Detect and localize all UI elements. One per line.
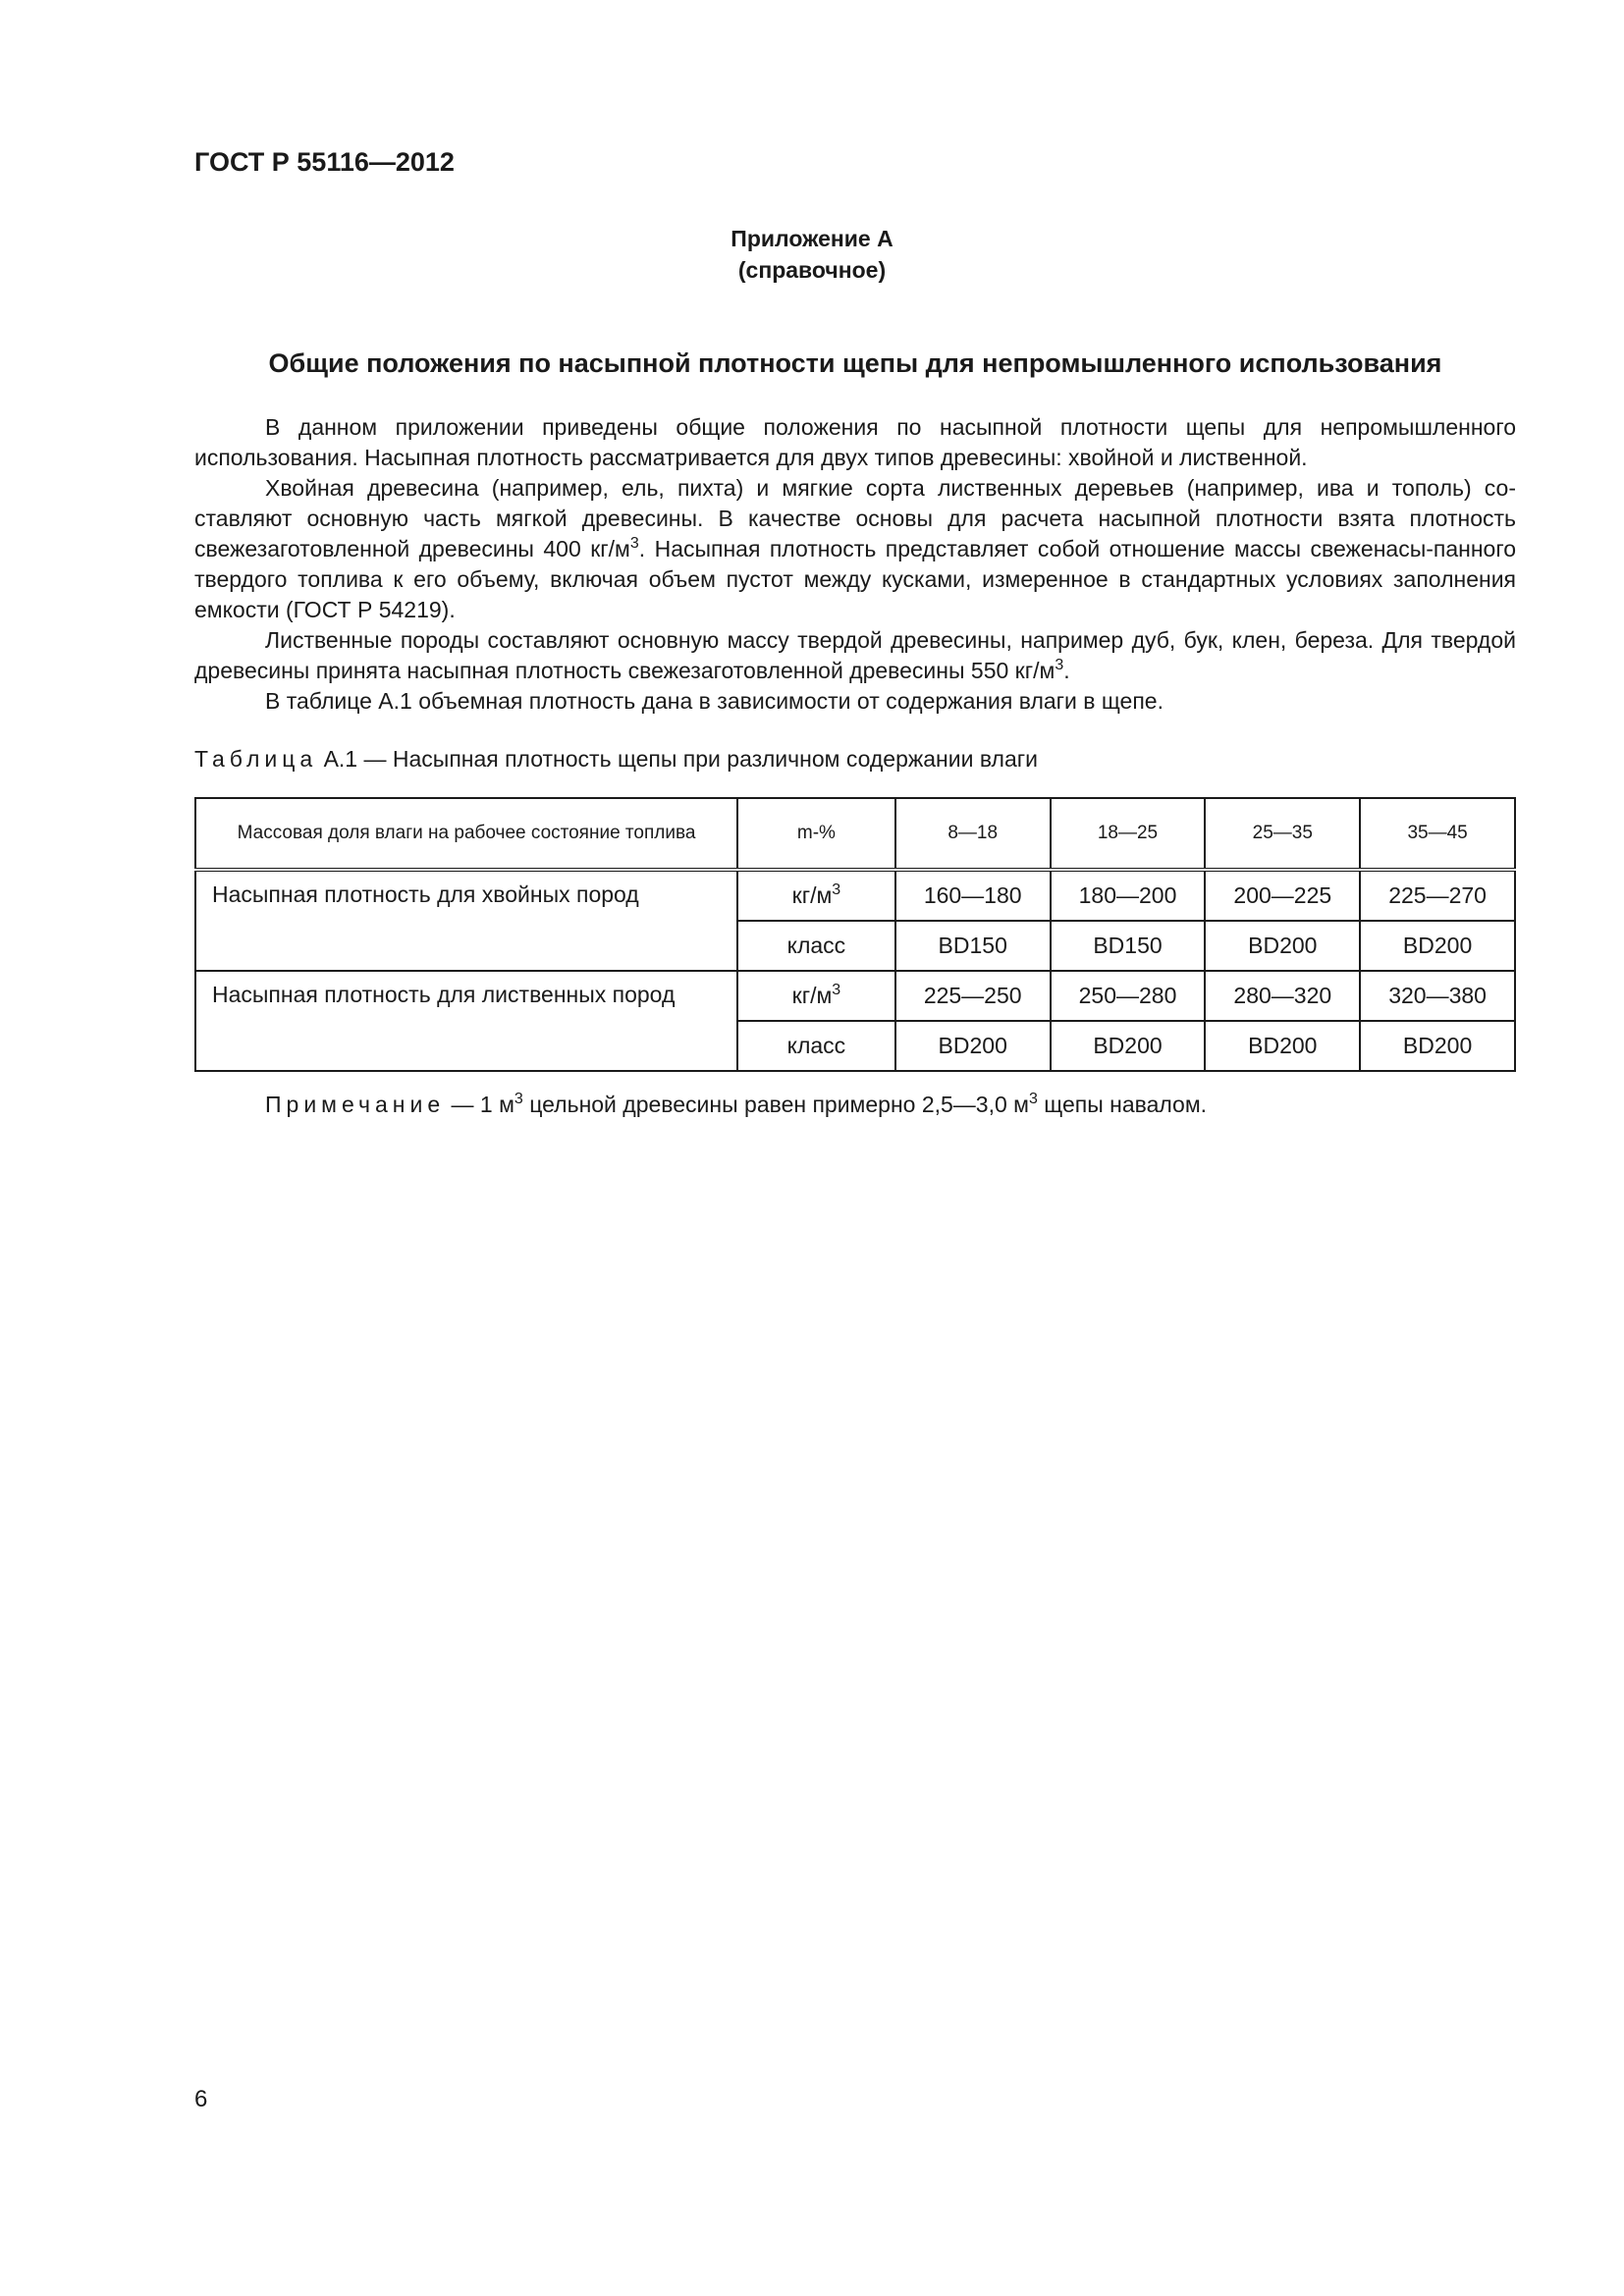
density-value: 200—225 bbox=[1205, 870, 1360, 921]
appendix-title: Приложение А bbox=[731, 226, 893, 251]
superscript: 3 bbox=[832, 881, 841, 898]
class-value: BD200 bbox=[1205, 921, 1360, 971]
header-moisture-label: Массовая доля влаги на рабочее состояние топлива bbox=[195, 798, 737, 870]
note-part-3: щепы навалом. bbox=[1037, 1092, 1208, 1117]
paragraph-3-part-b: . bbox=[1063, 658, 1070, 683]
appendix-subtitle: (справочное) bbox=[737, 257, 887, 283]
class-value: BD200 bbox=[895, 1021, 1051, 1071]
class-value: BD150 bbox=[1051, 921, 1206, 971]
density-value: 180—200 bbox=[1051, 870, 1206, 921]
row-label-conifer: Насыпная плотность для хвойных пород bbox=[195, 870, 737, 971]
table-row bbox=[195, 870, 1515, 921]
density-value: 225—250 bbox=[895, 971, 1051, 1021]
table-row bbox=[195, 971, 1515, 1021]
class-value: BD200 bbox=[1360, 921, 1515, 971]
unit-density bbox=[737, 971, 895, 1021]
body-text bbox=[194, 412, 1516, 717]
density-value: 225—270 bbox=[1360, 870, 1515, 921]
table-caption-text: А.1 — Насыпная плотность щепы при различном содержании влаги bbox=[317, 746, 1038, 772]
table-caption-label: Таблица bbox=[194, 746, 318, 772]
unit-density-base: кг/м bbox=[791, 983, 833, 1008]
superscript: 3 bbox=[1028, 1091, 1038, 1107]
paragraph-2-part-a: Хвойная древесина (например, ель, пихта) и мягкие сорта лиственных деревьев (например, ива и тополь) со-ставляют основную часть мягкой древесины. В качестве основы для расчета насыпной плотности взята плотность свежезаготовленной древесины 400 кг/м bbox=[194, 475, 1516, 561]
paragraph-4: В таблице А.1 объемная плотность дана в зависимости от содержания влаги в щепе. bbox=[265, 688, 1164, 714]
class-value: BD200 bbox=[1205, 1021, 1360, 1071]
page-number: 6 bbox=[194, 2086, 208, 2112]
table-note bbox=[265, 1092, 1207, 1118]
class-value: BD150 bbox=[895, 921, 1051, 971]
table-header-row bbox=[195, 798, 1515, 870]
class-value: BD200 bbox=[1360, 1021, 1515, 1071]
density-value: 280—320 bbox=[1205, 971, 1360, 1021]
note-label: Примечание bbox=[265, 1092, 446, 1117]
document-code: ГОСТ Р 55116—2012 bbox=[194, 147, 455, 177]
superscript: 3 bbox=[832, 982, 841, 998]
section-title: Общие положения по насыпной плотности щепы для непромышленного использования bbox=[268, 348, 1442, 378]
header-unit: m-% bbox=[737, 798, 895, 870]
paragraph-1: В данном приложении приведены общие положения по насыпной плотности щепы для непромышленного использования. Насыпная плотность рассматривается для двух типов древесины: хвойной и лиственной. bbox=[194, 414, 1516, 470]
note-part-2: цельной древесины равен примерно 2,5—3,0 м bbox=[522, 1092, 1029, 1117]
density-value: 250—280 bbox=[1051, 971, 1206, 1021]
paragraph-2 bbox=[194, 473, 1516, 625]
density-value: 320—380 bbox=[1360, 971, 1515, 1021]
header-range: 35—45 bbox=[1360, 798, 1515, 870]
superscript: 3 bbox=[514, 1091, 523, 1107]
header-range: 8—18 bbox=[895, 798, 1051, 870]
paragraph-2-part-b: . Насыпная плотность представляет собой отношение массы свеженасы-панного твердого топлива к его объему, включая объем пустот между кусками, измеренное в стандартных условиях заполнения емкости (ГОСТ Р 54219). bbox=[194, 536, 1516, 622]
density-table bbox=[194, 797, 1516, 1072]
superscript: 3 bbox=[1055, 657, 1064, 673]
table-caption bbox=[194, 746, 1038, 773]
class-value: BD200 bbox=[1051, 1021, 1206, 1071]
density-value: 160—180 bbox=[895, 870, 1051, 921]
superscript: 3 bbox=[629, 535, 639, 552]
paragraph-3 bbox=[194, 625, 1516, 686]
unit-density-base: кг/м bbox=[791, 882, 833, 908]
unit-class: класс bbox=[737, 1021, 895, 1071]
header-range: 25—35 bbox=[1205, 798, 1360, 870]
unit-class: класс bbox=[737, 921, 895, 971]
note-part-1: — 1 м bbox=[445, 1092, 514, 1117]
row-label-deciduous: Насыпная плотность для лиственных пород bbox=[195, 971, 737, 1071]
unit-density bbox=[737, 870, 895, 921]
paragraph-3-part-a: Лиственные породы составляют основную массу твердой древесины, например дуб, бук, клен, береза. Для твердой древесины принята насыпная плотность свежезаготовленной древесины 550 кг/м bbox=[194, 627, 1516, 683]
header-range: 18—25 bbox=[1051, 798, 1206, 870]
